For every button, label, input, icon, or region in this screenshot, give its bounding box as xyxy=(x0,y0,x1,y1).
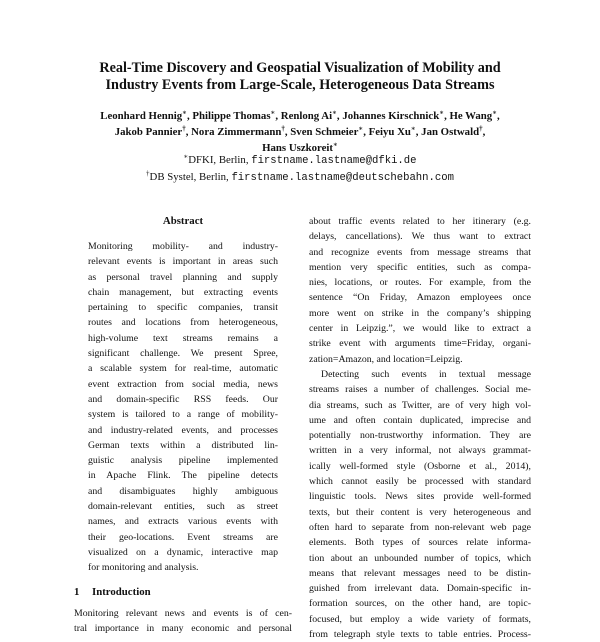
author-affiliation-mark: ∗ xyxy=(439,108,445,117)
text-line: routes and locations from heterogeneous, xyxy=(88,317,278,329)
text-line: from telegraph style texts to table entries. Process- xyxy=(309,629,531,641)
author-separator: , xyxy=(284,126,291,138)
author-separator: , xyxy=(497,110,500,122)
text-line: their geo-locations. Event streams are xyxy=(88,531,278,543)
text-line: dia streams, such as Twitter, are of very high vol- xyxy=(309,399,531,411)
text-line: as personal travel planning and supply xyxy=(88,271,278,283)
text-line: nies, locations, or routes. For example, from the xyxy=(309,277,531,289)
section-number: 1 xyxy=(74,585,80,598)
text-line: zation=Amazon, and location=Leipzig. xyxy=(309,353,463,365)
abstract-body xyxy=(74,239,278,576)
affiliation-dfki xyxy=(60,152,540,169)
author-name: Jan Ostwald xyxy=(421,126,480,138)
author-name: Philippe Thomas xyxy=(192,110,271,122)
text-line: ically well-formed style (Osborne et al., 2014), xyxy=(309,460,531,472)
author-list xyxy=(40,108,560,156)
text-line: a scalable system for real-time, automatic xyxy=(88,363,278,375)
text-line: streams raises a number of challenges. Social me- xyxy=(309,384,531,396)
paper-title xyxy=(60,60,540,94)
text-line: system is tailored to a range of mobility- xyxy=(88,409,278,421)
author-affiliation-mark: ∗ xyxy=(332,108,337,117)
text-line: potentially non-trustworthy information. They are xyxy=(309,430,531,442)
text-line: in Apache Flink. The pipeline detects xyxy=(88,470,278,482)
text-line: guistic analysis pipeline implemented xyxy=(88,455,278,467)
section-heading-introduction xyxy=(74,585,292,599)
author-affiliation-mark: † xyxy=(281,124,285,133)
author-name: Feiyu Xu xyxy=(368,126,411,138)
author-separator: , xyxy=(415,126,422,138)
text-line: names, and extracts various events with xyxy=(88,516,278,528)
author-separator: , xyxy=(482,126,486,138)
text-line: sentence “On Friday, Amazon employees once xyxy=(309,292,531,304)
author-name: Hans Uszkoreit xyxy=(262,142,334,154)
text-line: written in a very informal, not always grammat- xyxy=(309,445,531,457)
text-line: Monitoring relevant news and events is of cen- xyxy=(74,607,292,619)
author-line-1 xyxy=(40,108,560,124)
author-separator: , xyxy=(275,110,281,122)
text-line: German texts within a distributed lin- xyxy=(88,439,278,451)
text-line: Monitoring mobility- and industry- xyxy=(88,241,278,252)
title-line-2: Industry Events from Large-Scale, Heterogeneous Data Streams xyxy=(105,77,495,93)
text-line: elements. Both types of sources relate informa- xyxy=(309,537,531,549)
text-line: more went on strike in the company’s shipping xyxy=(309,307,531,319)
text-line: which cannot easily be processed with standard xyxy=(309,476,531,488)
author-separator: , xyxy=(336,110,343,122)
text-line: strike event with arguments time=Friday, organi- xyxy=(309,338,531,350)
author-name: Leonhard Hennig xyxy=(100,110,183,122)
author-affiliation-mark: ∗ xyxy=(410,124,416,133)
text-line: formation sources, on the other hand, are topic- xyxy=(309,598,531,610)
author-name: Renlong Ai xyxy=(280,110,333,122)
text-line: pertaining to specific companies, transit xyxy=(88,302,278,314)
text-line: and recognize events from message streams that xyxy=(309,246,531,258)
author-affiliation-mark: ∗ xyxy=(358,124,364,133)
author-name: Jakob Pannier xyxy=(114,126,183,138)
author-separator: , xyxy=(444,110,450,122)
author-affiliation-mark: ∗ xyxy=(492,108,498,117)
text-line: focused, but employ a wide variety of formats, xyxy=(309,613,531,625)
author-name: Sven Schmeier xyxy=(290,126,359,138)
right-column xyxy=(309,214,531,642)
text-line: about traffic events related to her itinerary (e.g. xyxy=(309,216,531,227)
text-line: linguistic tools. News sites provide well-formed xyxy=(309,491,531,503)
text-line: visualized on a dynamic, interactive map xyxy=(88,546,278,558)
text-line: significant challenge. We present Spree, xyxy=(88,348,278,360)
affiliation-email: firstname.lastname@dfki.de xyxy=(251,155,417,167)
section-title: Introduction xyxy=(92,585,151,598)
text-line: tion about an unbounded number of topics, which xyxy=(309,552,531,564)
text-line: chain management, but extracting events xyxy=(88,286,278,298)
author-affiliation-mark: † xyxy=(479,124,483,133)
paragraph-2 xyxy=(309,367,531,642)
author-name: Johannes Kirschnick xyxy=(342,110,440,122)
text-line: and domain-specific RSS feeds. Our xyxy=(88,393,278,405)
text-line: texts, but their content is very heterogeneous and xyxy=(309,506,531,518)
text-line: mention very specific entities, such as compa- xyxy=(309,261,531,273)
author-affiliation-mark: ∗ xyxy=(333,140,338,149)
author-separator: , xyxy=(185,126,192,138)
text-line: Detecting such events in textual message xyxy=(321,368,531,380)
text-line: and disambiguates highly ambiguous xyxy=(88,485,278,497)
affiliations xyxy=(60,152,540,186)
author-affiliation-mark: ∗ xyxy=(270,108,276,117)
text-line: for monitoring and analysis. xyxy=(88,562,199,574)
text-line: and industry-related events, and processes xyxy=(88,424,278,436)
author-name: He Wang xyxy=(449,110,493,122)
author-affiliation-mark: ∗ xyxy=(182,108,188,117)
paragraph-1 xyxy=(309,214,531,367)
text-line: relevant events is important in areas such xyxy=(88,256,278,268)
text-line: domain-relevant entities, such as street xyxy=(88,501,278,513)
author-line-2 xyxy=(40,124,560,140)
affiliation-db xyxy=(60,169,540,186)
author-affiliation-mark: † xyxy=(182,124,186,133)
text-line: often hard to separate from non-relevant web page xyxy=(309,521,531,533)
text-line: center in Leipzig.”, we would like to extract a xyxy=(309,323,531,335)
abstract-heading: Abstract xyxy=(162,215,204,227)
text-line: tral importance in many economic and personal xyxy=(74,622,292,634)
text-line: delays, cancellations). We thus want to extract xyxy=(309,231,531,243)
title-line-1: Real-Time Discovery and Geospatial Visualization of Mobility and xyxy=(99,60,501,76)
affiliation-email: firstname.lastname@deutschebahn.com xyxy=(231,172,454,184)
text-line: ume and often contain duplicated, imprecise and xyxy=(309,414,531,426)
affiliation-mark: † xyxy=(146,169,150,178)
author-name: Nora Zimmermann xyxy=(191,126,282,138)
introduction-body xyxy=(74,606,292,637)
text-line: event extraction from social media, news xyxy=(88,378,278,390)
affiliation-org: DB Systel, Berlin, xyxy=(149,171,229,183)
text-line: means that relevant messages need to be distin- xyxy=(309,567,531,579)
text-line: guished from irrelevant data. Domain-specific in- xyxy=(309,583,531,595)
author-separator: , xyxy=(187,110,193,122)
author-separator: , xyxy=(363,126,369,138)
left-column xyxy=(74,214,292,636)
text-line: high-volume text streams remains a xyxy=(88,332,278,344)
affiliation-org: DFKI, Berlin, xyxy=(188,154,249,166)
affiliation-mark: ∗ xyxy=(183,152,189,161)
